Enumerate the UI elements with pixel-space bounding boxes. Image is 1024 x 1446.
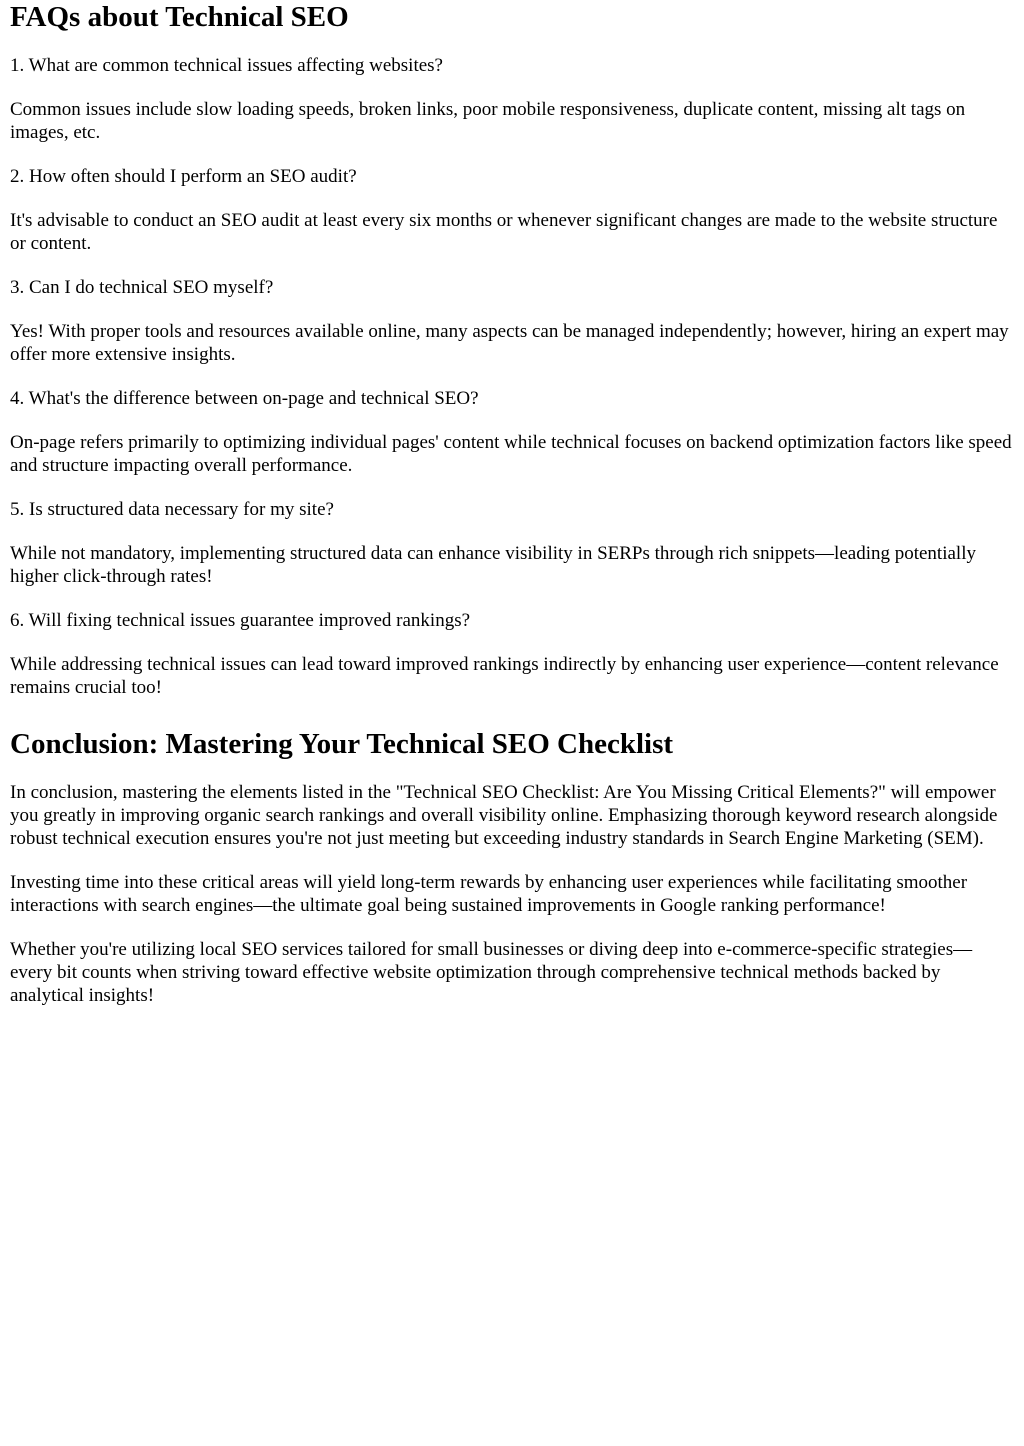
conclusion-section <box>10 727 1014 1007</box>
conclusion-paragraph: In conclusion, mastering the elements listed in the "Technical SEO Checklist: Are You Missing Critical Elements?" will empower you greatly in improving organic search rankings and overall visibility online. Emphasizing thorough keyword research alongside robust technical execution ensures you're not just meeting but exceeding industry standards in Search Engine Marketing (SEM). <box>10 782 998 849</box>
faq-question: 5. Is structured data necessary for my site? <box>10 499 334 520</box>
conclusion-paragraph: Whether you're utilizing local SEO services tailored for small businesses or diving deep into e-commerce-specific strategies—every bit counts when striving toward effective website optimization through comprehensive technical methods backed by analytical insights! <box>10 939 973 1006</box>
conclusion-paragraph: Investing time into these critical areas will yield long-term rewards by enhancing user experiences while facilitating smoother interactions with search engines—the ultimate goal being sustained improvements in Google ranking performance! <box>10 872 968 916</box>
faq-answer: On-page refers primarily to optimizing individual pages' content while technical focuses on backend optimization factors like speed and structure impacting overall performance. <box>10 432 1012 476</box>
faq-section <box>10 0 1014 699</box>
faq-answer: While not mandatory, implementing structured data can enhance visibility in SERPs through rich snippets—leading potentially higher click-through rates! <box>10 543 976 587</box>
faq-answer: Yes! With proper tools and resources available online, many aspects can be managed independently; however, hiring an expert may offer more extensive insights. <box>10 321 1009 365</box>
faq-heading: FAQs about Technical SEO <box>10 1 349 33</box>
faq-question: 4. What's the difference between on-page and technical SEO? <box>10 388 479 409</box>
faq-answer: Common issues include slow loading speeds, broken links, poor mobile responsiveness, duplicate content, missing alt tags on images, etc. <box>10 99 966 143</box>
faq-question: 1. What are common technical issues affecting websites? <box>10 55 443 76</box>
faq-answer: It's advisable to conduct an SEO audit at least every six months or whenever significant changes are made to the website structure or content. <box>10 210 998 254</box>
faq-question: 6. Will fixing technical issues guarantee improved rankings? <box>10 610 471 631</box>
faq-answer: While addressing technical issues can lead toward improved rankings indirectly by enhancing user experience—content relevance remains crucial too! <box>10 654 999 698</box>
faq-question: 3. Can I do technical SEO myself? <box>10 277 274 298</box>
conclusion-heading: Conclusion: Mastering Your Technical SEO Checklist <box>10 728 674 760</box>
faq-question: 2. How often should I perform an SEO audit? <box>10 166 357 187</box>
